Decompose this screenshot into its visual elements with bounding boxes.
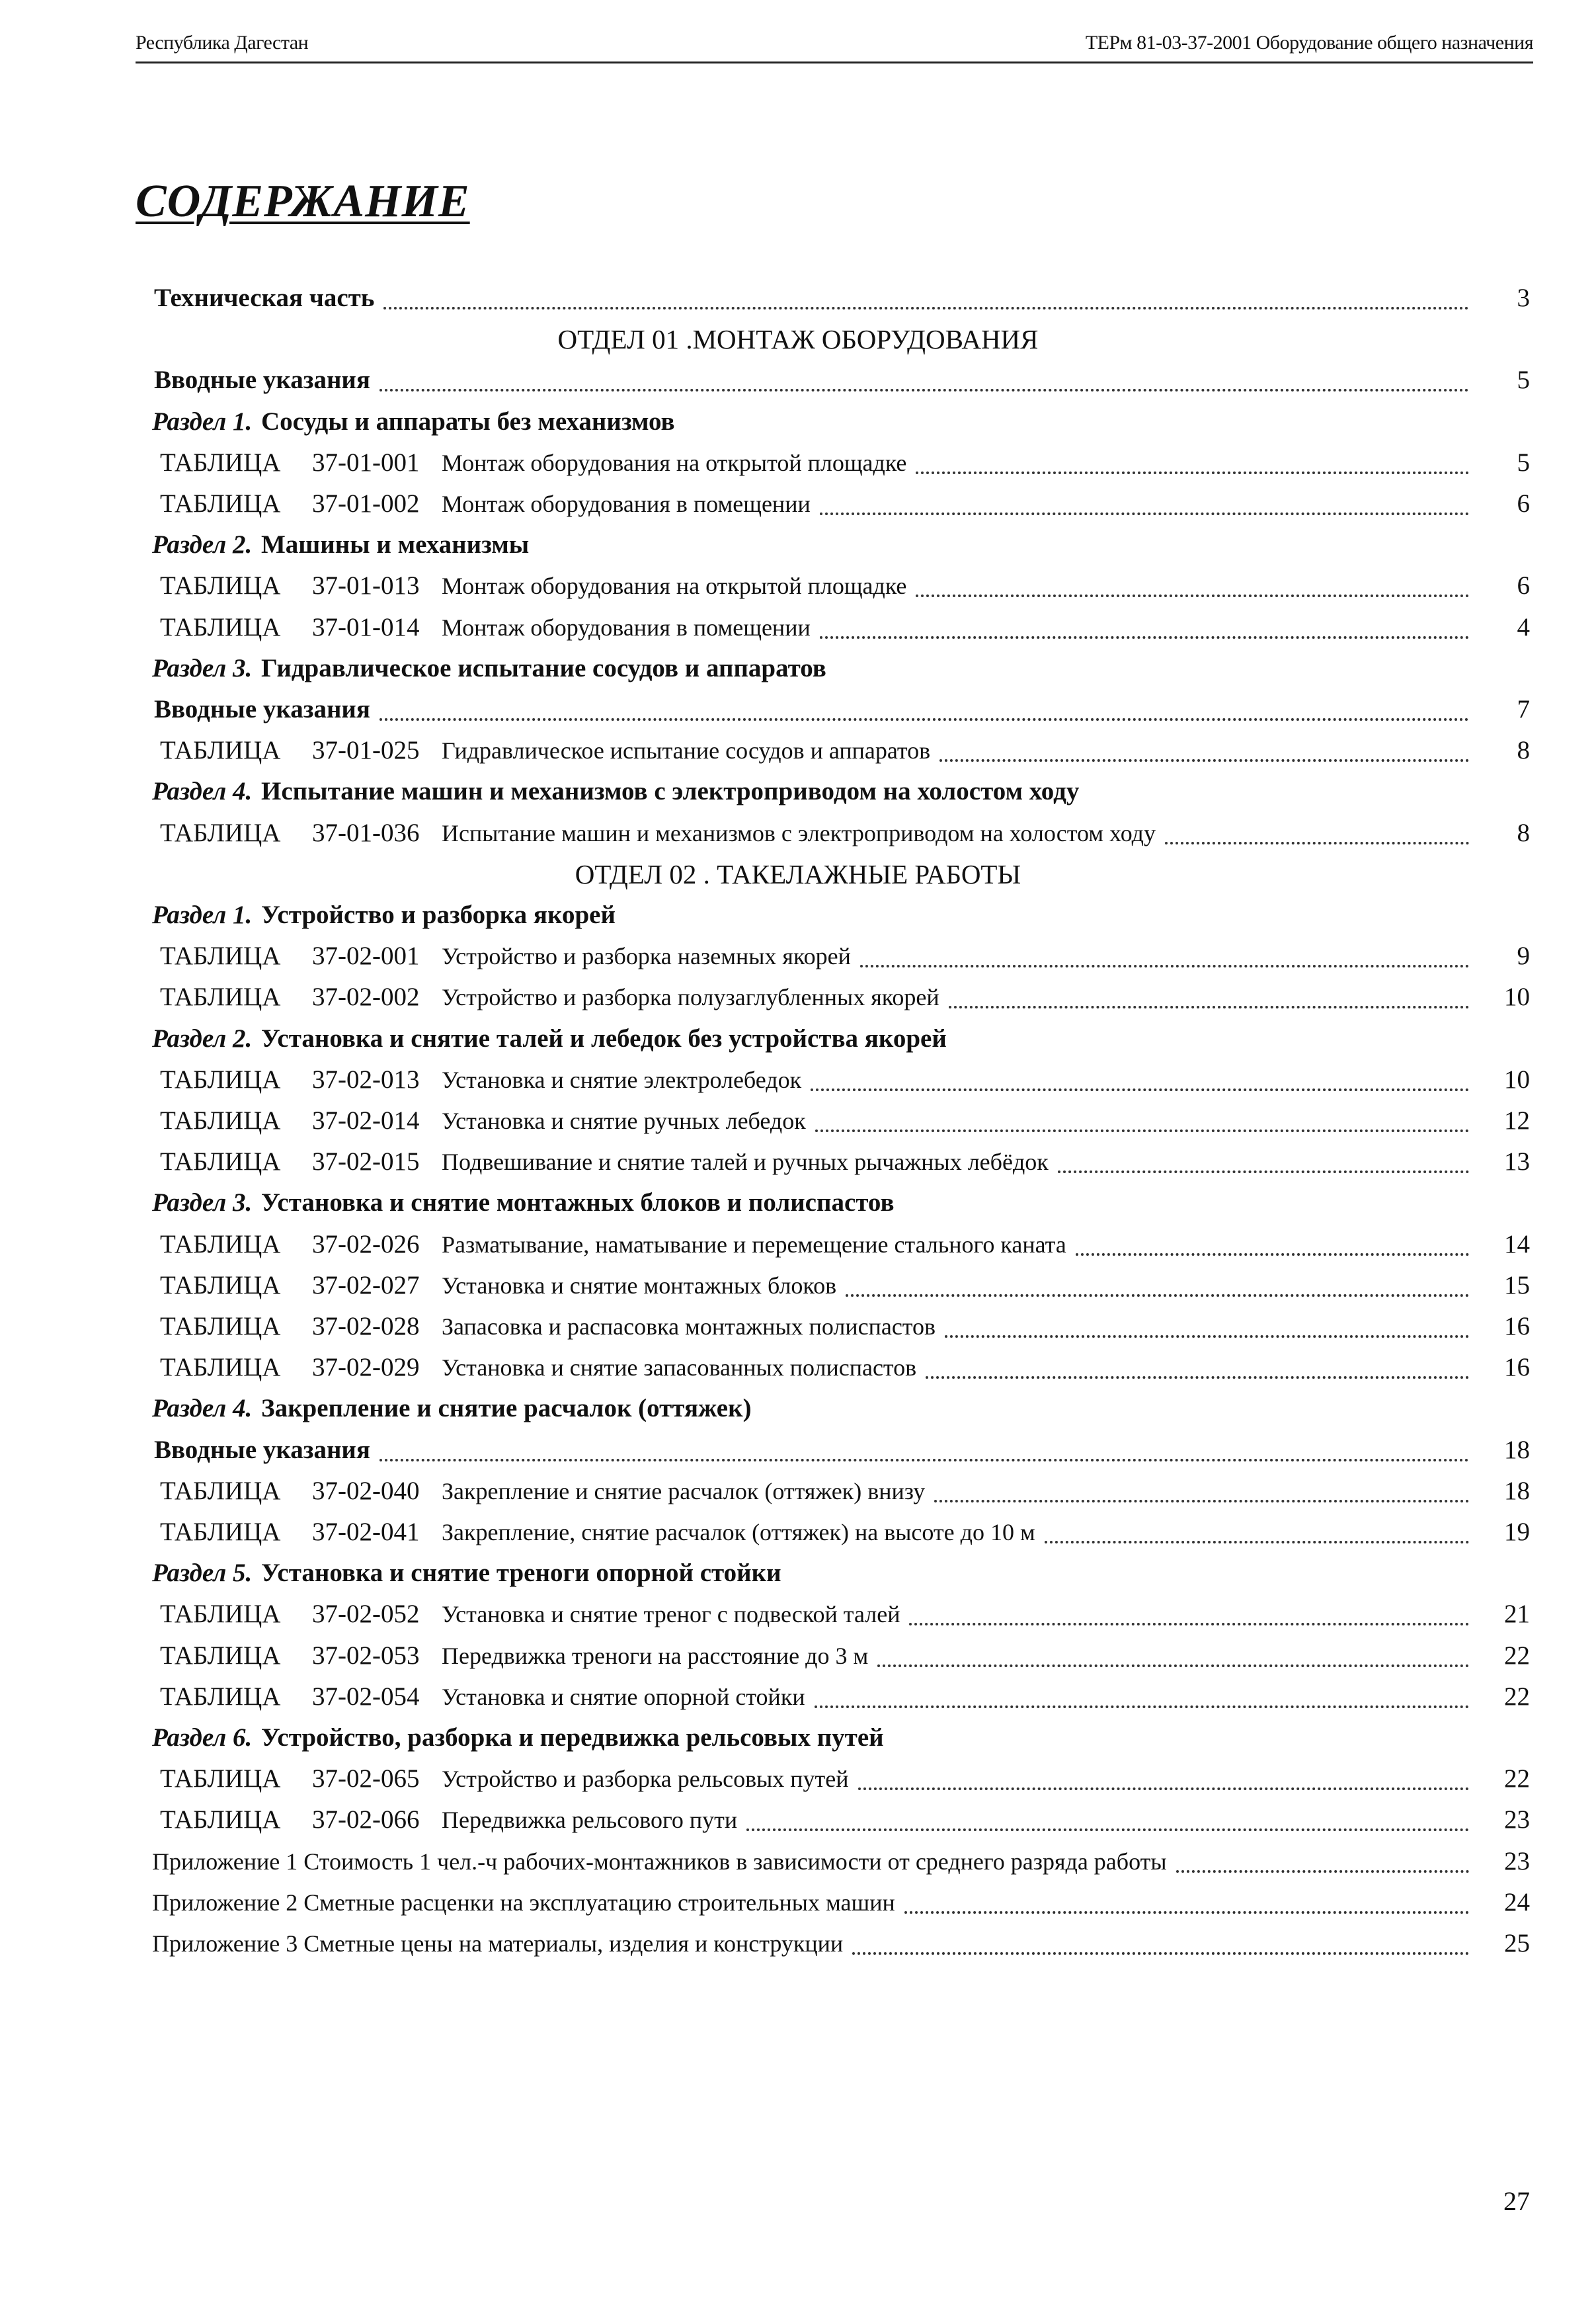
table-label: ТАБЛИЦА: [160, 1476, 281, 1505]
toc-section[interactable]: [0, 1182, 1596, 1223]
table-title: Монтаж оборудования на открытой площадке: [442, 573, 907, 600]
table-title: Установка и снятие опорной стойки: [442, 1683, 805, 1710]
table-label: ТАБЛИЦА: [160, 571, 281, 600]
table-code: 37-02-027: [312, 1270, 420, 1299]
toc-table-entry[interactable]: [0, 1635, 1596, 1676]
table-label: ТАБЛИЦА: [160, 612, 281, 641]
toc-page-number: 18: [1504, 1435, 1530, 1464]
toc-page-number: 16: [1504, 1353, 1530, 1382]
toc-page-number: 8: [1517, 818, 1530, 847]
dot-leader: [378, 278, 1474, 319]
dot-leader: [910, 565, 1474, 606]
dot-leader: [939, 1306, 1474, 1347]
dot-leader: [855, 936, 1474, 977]
table-title: Установка и снятие ручных лебедок: [442, 1108, 806, 1134]
table-label: ТАБЛИЦА: [160, 942, 281, 971]
table-code: 37-02-040: [312, 1476, 420, 1505]
toc-table-entry[interactable]: [0, 977, 1596, 1018]
table-label: ТАБЛИЦА: [160, 818, 281, 847]
toc-section[interactable]: [0, 1553, 1596, 1594]
table-title: Гидравлическое испытание сосудов и аппаратов: [442, 737, 931, 764]
table-code: 37-02-002: [312, 983, 420, 1012]
toc-table-entry[interactable]: [0, 730, 1596, 771]
table-label: ТАБЛИЦА: [160, 1518, 281, 1546]
header-document-code: ТЕРм 81-03-37-2001 Оборудование общего назначения: [1085, 32, 1533, 54]
dot-leader: [1053, 1141, 1474, 1182]
section-label: Раздел 1.: [152, 407, 253, 436]
section-label: Раздел 3.: [152, 653, 253, 682]
table-label: ТАБЛИЦА: [160, 1600, 281, 1629]
dot-leader: [899, 1882, 1474, 1923]
toc-table-entry[interactable]: [0, 483, 1596, 524]
table-code: 37-02-014: [312, 1106, 420, 1135]
toc-table-entry[interactable]: [0, 1594, 1596, 1635]
toc-page-number: 21: [1504, 1600, 1530, 1629]
table-title: Передвижка рельсового пути: [442, 1807, 738, 1834]
toc-appendix[interactable]: [0, 1923, 1596, 1964]
dot-leader: [847, 1923, 1474, 1964]
dot-leader: [929, 1471, 1474, 1512]
table-title: Установка и снятие электролебедок: [442, 1066, 802, 1093]
toc-section[interactable]: [0, 524, 1596, 565]
dot-leader: [741, 1799, 1474, 1840]
dot-leader: [815, 483, 1474, 524]
table-label: ТАБЛИЦА: [160, 1147, 281, 1176]
section-label: Раздел 4.: [152, 1394, 253, 1423]
toc-page-number: 16: [1504, 1312, 1530, 1340]
table-label: ТАБЛИЦА: [160, 489, 281, 518]
section-label: Раздел 2.: [152, 1024, 253, 1053]
dot-leader: [805, 1059, 1474, 1100]
table-code: 37-02-028: [312, 1312, 420, 1340]
dot-leader: [904, 1594, 1474, 1635]
table-label: ТАБЛИЦА: [160, 1805, 281, 1834]
table-code: 37-02-026: [312, 1229, 420, 1258]
dot-leader: [840, 1265, 1474, 1306]
section-title: Сосуды и аппараты без механизмов: [261, 407, 675, 436]
table-code: 37-01-013: [312, 571, 420, 600]
toc-table-entry[interactable]: [0, 1676, 1596, 1717]
section-label: Раздел 2.: [152, 530, 253, 559]
entry-title: Техническая часть: [154, 284, 375, 312]
table-title: Разматывание, наматывание и перемещение стального каната: [442, 1231, 1066, 1258]
dot-leader: [1070, 1224, 1474, 1265]
dot-leader: [920, 1347, 1474, 1388]
table-label: ТАБЛИЦА: [160, 1065, 281, 1094]
section-label: Раздел 1.: [152, 901, 253, 929]
toc-table-entry[interactable]: [0, 1306, 1596, 1347]
table-title: Подвешивание и снятие талей и ручных рычажных лебёдок: [442, 1149, 1049, 1176]
table-title: Устройство и разборка полузаглубленных якорей: [442, 984, 939, 1011]
toc-page-number: 12: [1504, 1106, 1530, 1135]
table-label: ТАБЛИЦА: [160, 1353, 281, 1382]
toc-table-entry[interactable]: [0, 1141, 1596, 1182]
toc-table-entry[interactable]: [0, 813, 1596, 854]
section-label: Раздел 4.: [152, 777, 253, 806]
table-title: Закрепление, снятие расчалок (оттяжек) на высоте до 10 м: [442, 1519, 1035, 1545]
toc-section[interactable]: [0, 648, 1596, 689]
header-region: Республика Дагестан: [136, 32, 309, 54]
toc-table-entry[interactable]: [0, 442, 1596, 483]
toc-table-entry[interactable]: [0, 936, 1596, 977]
toc-entry[interactable]: [0, 689, 1596, 730]
table-code: 37-01-001: [312, 448, 420, 477]
section-title: Закрепление и снятие расчалок (оттяжек): [261, 1394, 752, 1423]
section-title: Испытание машин и механизмов с электроприводом на холостом ходу: [261, 777, 1080, 806]
toc-table-entry[interactable]: [0, 1100, 1596, 1141]
dot-leader: [872, 1635, 1474, 1676]
table-code: 37-02-052: [312, 1600, 420, 1629]
toc-table-entry[interactable]: [0, 1224, 1596, 1265]
table-label: ТАБЛИЦА: [160, 983, 281, 1012]
dot-leader: [374, 1430, 1474, 1471]
toc-page-number: 25: [1504, 1929, 1530, 1957]
section-label: Раздел 3.: [152, 1188, 253, 1217]
toc-page-number: 23: [1504, 1805, 1530, 1834]
toc-page-number: 10: [1504, 983, 1530, 1012]
toc-table-entry[interactable]: [0, 1799, 1596, 1840]
section-title: Установка и снятие треноги опорной стойки: [261, 1559, 781, 1588]
table-code: 37-02-041: [312, 1518, 420, 1546]
table-code: 37-02-065: [312, 1764, 420, 1793]
appendix-title: Приложение 3 Сметные цены на материалы, изделия и конструкции: [152, 1930, 844, 1957]
table-title: Запасовка и распасовка монтажных полиспастов: [442, 1313, 936, 1340]
section-title: Установка и снятие монтажных блоков и полиспастов: [261, 1188, 895, 1217]
table-label: ТАБЛИЦА: [160, 1312, 281, 1340]
table-title: Установка и снятие монтажных блоков: [442, 1272, 837, 1299]
toc-page-number: 19: [1504, 1518, 1530, 1546]
toc-table-entry[interactable]: [0, 1512, 1596, 1553]
appendix-title: Приложение 2 Сметные расценки на эксплуатацию строительных машин: [152, 1889, 895, 1916]
table-label: ТАБЛИЦА: [160, 1764, 281, 1793]
dot-leader: [910, 442, 1474, 483]
section-title: Машины и механизмы: [261, 530, 530, 559]
toc-table-entry[interactable]: [0, 1059, 1596, 1100]
entry-title: Вводные указания: [154, 1435, 370, 1464]
dot-leader: [815, 607, 1474, 648]
table-code: 37-01-025: [312, 736, 420, 765]
table-code: 37-02-066: [312, 1805, 420, 1834]
toc-page-number: 14: [1504, 1229, 1530, 1258]
toc-appendix[interactable]: [0, 1841, 1596, 1882]
dot-leader: [1160, 813, 1474, 854]
section-title: Устройство, разборка и передвижка рельсовых путей: [261, 1723, 884, 1752]
entry-title: Вводные указания: [154, 695, 370, 723]
table-title: Монтаж оборудования в помещении: [442, 614, 811, 641]
dot-leader: [1171, 1841, 1474, 1882]
table-code: 37-01-002: [312, 489, 420, 518]
toc-page-number: 4: [1517, 612, 1530, 641]
division-heading: ОТДЕЛ 02 . ТАКЕЛАЖНЫЕ РАБОТЫ: [575, 858, 1021, 889]
dot-leader: [1039, 1512, 1474, 1553]
toc-entry[interactable]: [0, 278, 1596, 319]
table-code: 37-02-054: [312, 1682, 420, 1711]
running-header: [136, 25, 1533, 63]
page-number: 27: [1503, 2186, 1530, 2216]
toc-page-number: 22: [1504, 1764, 1530, 1793]
table-label: ТАБЛИЦА: [160, 448, 281, 477]
table-code: 37-01-014: [312, 612, 420, 641]
toc-section[interactable]: [0, 895, 1596, 936]
toc-page-number: 22: [1504, 1682, 1530, 1711]
toc-table-entry[interactable]: [0, 1471, 1596, 1512]
section-title: Устройство и разборка якорей: [261, 901, 616, 929]
toc-page-number: 18: [1504, 1476, 1530, 1505]
section-title: Установка и снятие талей и лебедок без устройства якорей: [261, 1024, 947, 1053]
table-label: ТАБЛИЦА: [160, 1229, 281, 1258]
toc-table-entry[interactable]: [0, 1758, 1596, 1799]
table-title: Установка и снятие треног с подвеской талей: [442, 1601, 900, 1628]
toc-page-number: 7: [1517, 695, 1530, 723]
table-title: Установка и снятие запасованных полиспастов: [442, 1354, 917, 1381]
toc-page-number: 8: [1517, 736, 1530, 765]
table-code: 37-02-053: [312, 1641, 420, 1670]
table-label: ТАБЛИЦА: [160, 1641, 281, 1670]
toc-page-number: 10: [1504, 1065, 1530, 1094]
table-title: Испытание машин и механизмов с электроприводом на холостом ходу: [442, 819, 1156, 846]
division-heading: ОТДЕЛ 01 .МОНТАЖ ОБОРУДОВАНИЯ: [557, 324, 1039, 355]
dot-leader: [934, 730, 1474, 771]
toc-page-number: 13: [1504, 1147, 1530, 1176]
dot-leader: [853, 1758, 1474, 1799]
table-code: 37-02-015: [312, 1147, 420, 1176]
table-label: ТАБЛИЦА: [160, 736, 281, 765]
table-title: Передвижка треноги на расстояние до 3 м: [442, 1642, 869, 1669]
table-label: ТАБЛИЦА: [160, 1682, 281, 1711]
toc-page-number: 6: [1517, 571, 1530, 600]
toc-table-entry[interactable]: [0, 1265, 1596, 1306]
dot-leader: [943, 977, 1474, 1018]
toc-page-number: 22: [1504, 1641, 1530, 1670]
toc-entry[interactable]: [0, 360, 1596, 401]
toc-table-entry[interactable]: [0, 1347, 1596, 1388]
toc-section[interactable]: [0, 1388, 1596, 1429]
toc-page-number: 15: [1504, 1270, 1530, 1299]
dot-leader: [374, 689, 1474, 730]
dot-leader: [809, 1676, 1474, 1717]
table-code: 37-01-036: [312, 818, 420, 847]
table-code: 37-02-001: [312, 942, 420, 971]
toc-page-number: 5: [1517, 366, 1530, 395]
toc-page-number: 5: [1517, 448, 1530, 477]
toc-page-number: 6: [1517, 489, 1530, 518]
table-label: ТАБЛИЦА: [160, 1106, 281, 1135]
table-label: ТАБЛИЦА: [160, 1270, 281, 1299]
toc-page-number: 24: [1504, 1887, 1530, 1916]
toc-section[interactable]: [0, 1018, 1596, 1059]
section-label: Раздел 6.: [152, 1723, 253, 1752]
table-title: Закрепление и снятие расчалок (оттяжек) внизу: [442, 1477, 926, 1504]
table-title: Монтаж оборудования в помещении: [442, 491, 811, 517]
table-code: 37-02-013: [312, 1065, 420, 1094]
appendix-title: Приложение 1 Стоимость 1 чел.-ч рабочих-монтажников в зависимости от среднего разряда работы: [152, 1848, 1167, 1875]
table-title: Монтаж оборудования на открытой площадке: [442, 449, 907, 476]
toc-entry[interactable]: [0, 1430, 1596, 1471]
toc-table-entry[interactable]: [0, 565, 1596, 606]
toc-section[interactable]: [0, 1717, 1596, 1758]
toc-page-number: 9: [1517, 942, 1530, 971]
toc-page-number: 23: [1504, 1846, 1530, 1875]
dot-leader: [810, 1100, 1474, 1141]
page-title: СОДЕРЖАНИЕ: [136, 176, 470, 227]
toc-table-entry[interactable]: [0, 607, 1596, 648]
section-label: Раздел 5.: [152, 1559, 253, 1588]
entry-title: Вводные указания: [154, 366, 370, 395]
toc-section[interactable]: [0, 401, 1596, 442]
dot-leader: [374, 360, 1474, 401]
table-title: Устройство и разборка наземных якорей: [442, 943, 851, 970]
table-code: 37-02-029: [312, 1353, 420, 1382]
section-title: Гидравлическое испытание сосудов и аппаратов: [261, 653, 826, 682]
toc-section[interactable]: [0, 771, 1596, 812]
toc-page-number: 3: [1517, 284, 1530, 312]
table-title: Устройство и разборка рельсовых путей: [442, 1766, 849, 1793]
toc-appendix[interactable]: [0, 1882, 1596, 1923]
